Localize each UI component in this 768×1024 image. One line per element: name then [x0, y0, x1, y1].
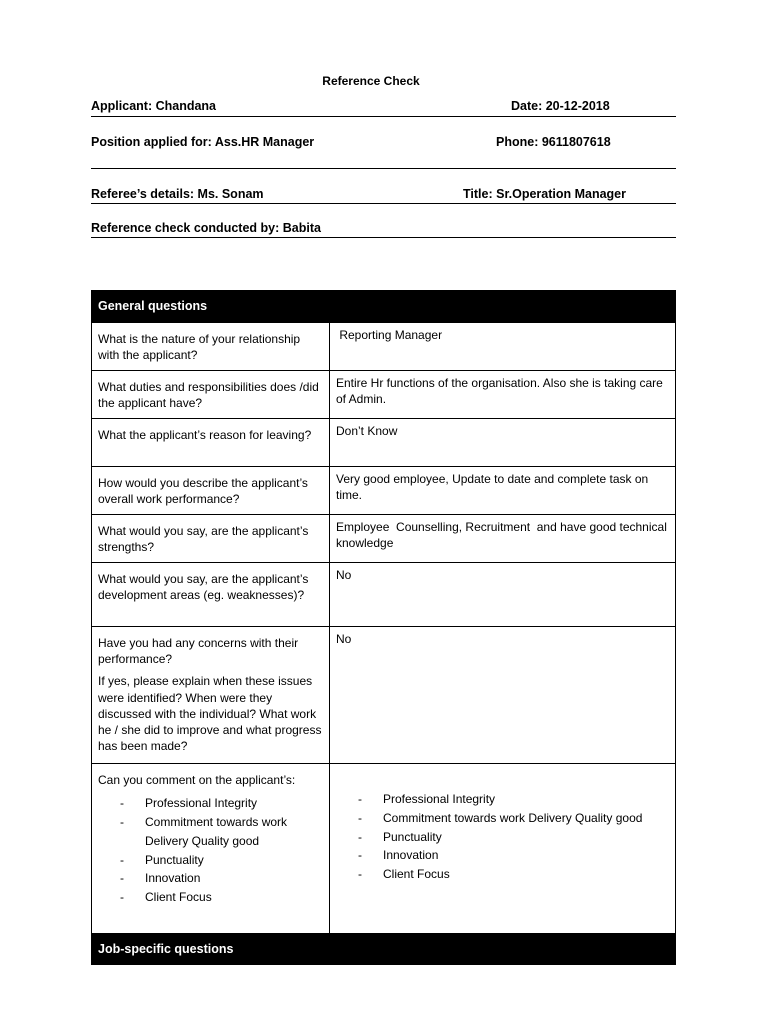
referee-field: Referee’s details: Ms. Sonam	[91, 187, 264, 201]
question-text: Can you comment on the applicant’s:	[98, 773, 296, 787]
list-item: - Professional Integrity	[336, 790, 669, 809]
list-item: - Professional Integrity	[98, 794, 323, 813]
answer-text: Don’t Know	[336, 424, 398, 438]
answer-text: Employee Counselling, Recruitment and have good technical knowledge	[336, 520, 671, 551]
answer-cell	[330, 371, 675, 418]
question-cell	[92, 419, 330, 466]
question-text: How would you describe the applicant’s overall work performance?	[98, 476, 308, 507]
table-row	[92, 418, 675, 466]
divider	[91, 116, 676, 117]
divider	[91, 168, 676, 169]
answer-cell	[330, 515, 675, 562]
question-cell	[92, 323, 330, 370]
question-text: Have you had any concerns with their performance?	[98, 636, 299, 667]
answer-cell	[330, 323, 675, 370]
table-row	[92, 322, 675, 370]
question-text: What the applicant’s reason for leaving?	[98, 428, 312, 442]
answer-text: Reporting Manager	[336, 328, 443, 342]
list-item: - Client Focus	[98, 888, 323, 907]
table-row	[92, 763, 675, 933]
table-row	[92, 562, 675, 626]
answer-text: No	[336, 632, 352, 646]
date-field: Date: 20-12-2018	[511, 99, 610, 113]
table-row	[92, 514, 675, 562]
position-field: Position applied for: Ass.HR Manager	[91, 135, 315, 149]
list-item: - Punctuality	[336, 828, 669, 847]
list-item: - Punctuality	[98, 851, 323, 870]
question-text: What is the nature of your relationship with the applicant?	[98, 332, 301, 363]
question-text: What would you say, are the applicant’s strengths?	[98, 524, 309, 555]
answer-text: Very good employee, Update to date and complete task on time.	[336, 472, 649, 503]
list-item: - Client Focus	[336, 865, 669, 884]
general-questions-heading: General questions	[92, 291, 675, 322]
referee-title-field: Title: Sr.Operation Manager	[463, 187, 627, 201]
question-followup-text: If yes, please explain when these issues were identified? When were they discussed with the individual? What work he / she did to improve and what progress has been made?	[98, 674, 322, 754]
answer-text: Entire Hr functions of the organisation. Also she is taking care of Admin.	[336, 376, 663, 407]
divider	[91, 237, 676, 238]
attribute-list	[98, 794, 323, 907]
question-cell	[92, 467, 330, 514]
answer-cell	[330, 627, 675, 763]
phone-field: Phone: 9611807618	[496, 135, 611, 149]
answer-cell	[330, 563, 675, 626]
question-text: What duties and responsibilities does /did the applicant have?	[98, 380, 319, 411]
reference-table	[91, 290, 676, 965]
question-cell	[92, 764, 330, 933]
applicant-field: Applicant: Chandana	[91, 99, 217, 113]
answer-cell	[330, 764, 675, 933]
divider	[91, 203, 676, 204]
job-specific-questions-heading: Job-specific questions	[92, 933, 675, 964]
list-item: - Innovation	[98, 869, 323, 888]
list-item: - Innovation	[336, 846, 669, 865]
answer-cell	[330, 419, 675, 466]
table-row	[92, 370, 675, 418]
question-cell	[92, 563, 330, 626]
document-title: Reference Check	[322, 74, 420, 88]
question-cell	[92, 627, 330, 763]
list-item: - Commitment towards work Delivery Quality good	[336, 809, 669, 828]
answer-attribute-list	[336, 790, 669, 884]
question-cell	[92, 515, 330, 562]
list-item: - Commitment towards work Delivery Quality good	[98, 813, 323, 851]
answer-text: No	[336, 568, 352, 582]
question-cell	[92, 371, 330, 418]
question-text: What would you say, are the applicant’s development areas (eg. weaknesses)?	[98, 572, 309, 603]
answer-cell	[330, 467, 675, 514]
table-row	[92, 626, 675, 763]
conducted-by-field: Reference check conducted by: Babita	[91, 221, 321, 235]
table-row	[92, 466, 675, 514]
